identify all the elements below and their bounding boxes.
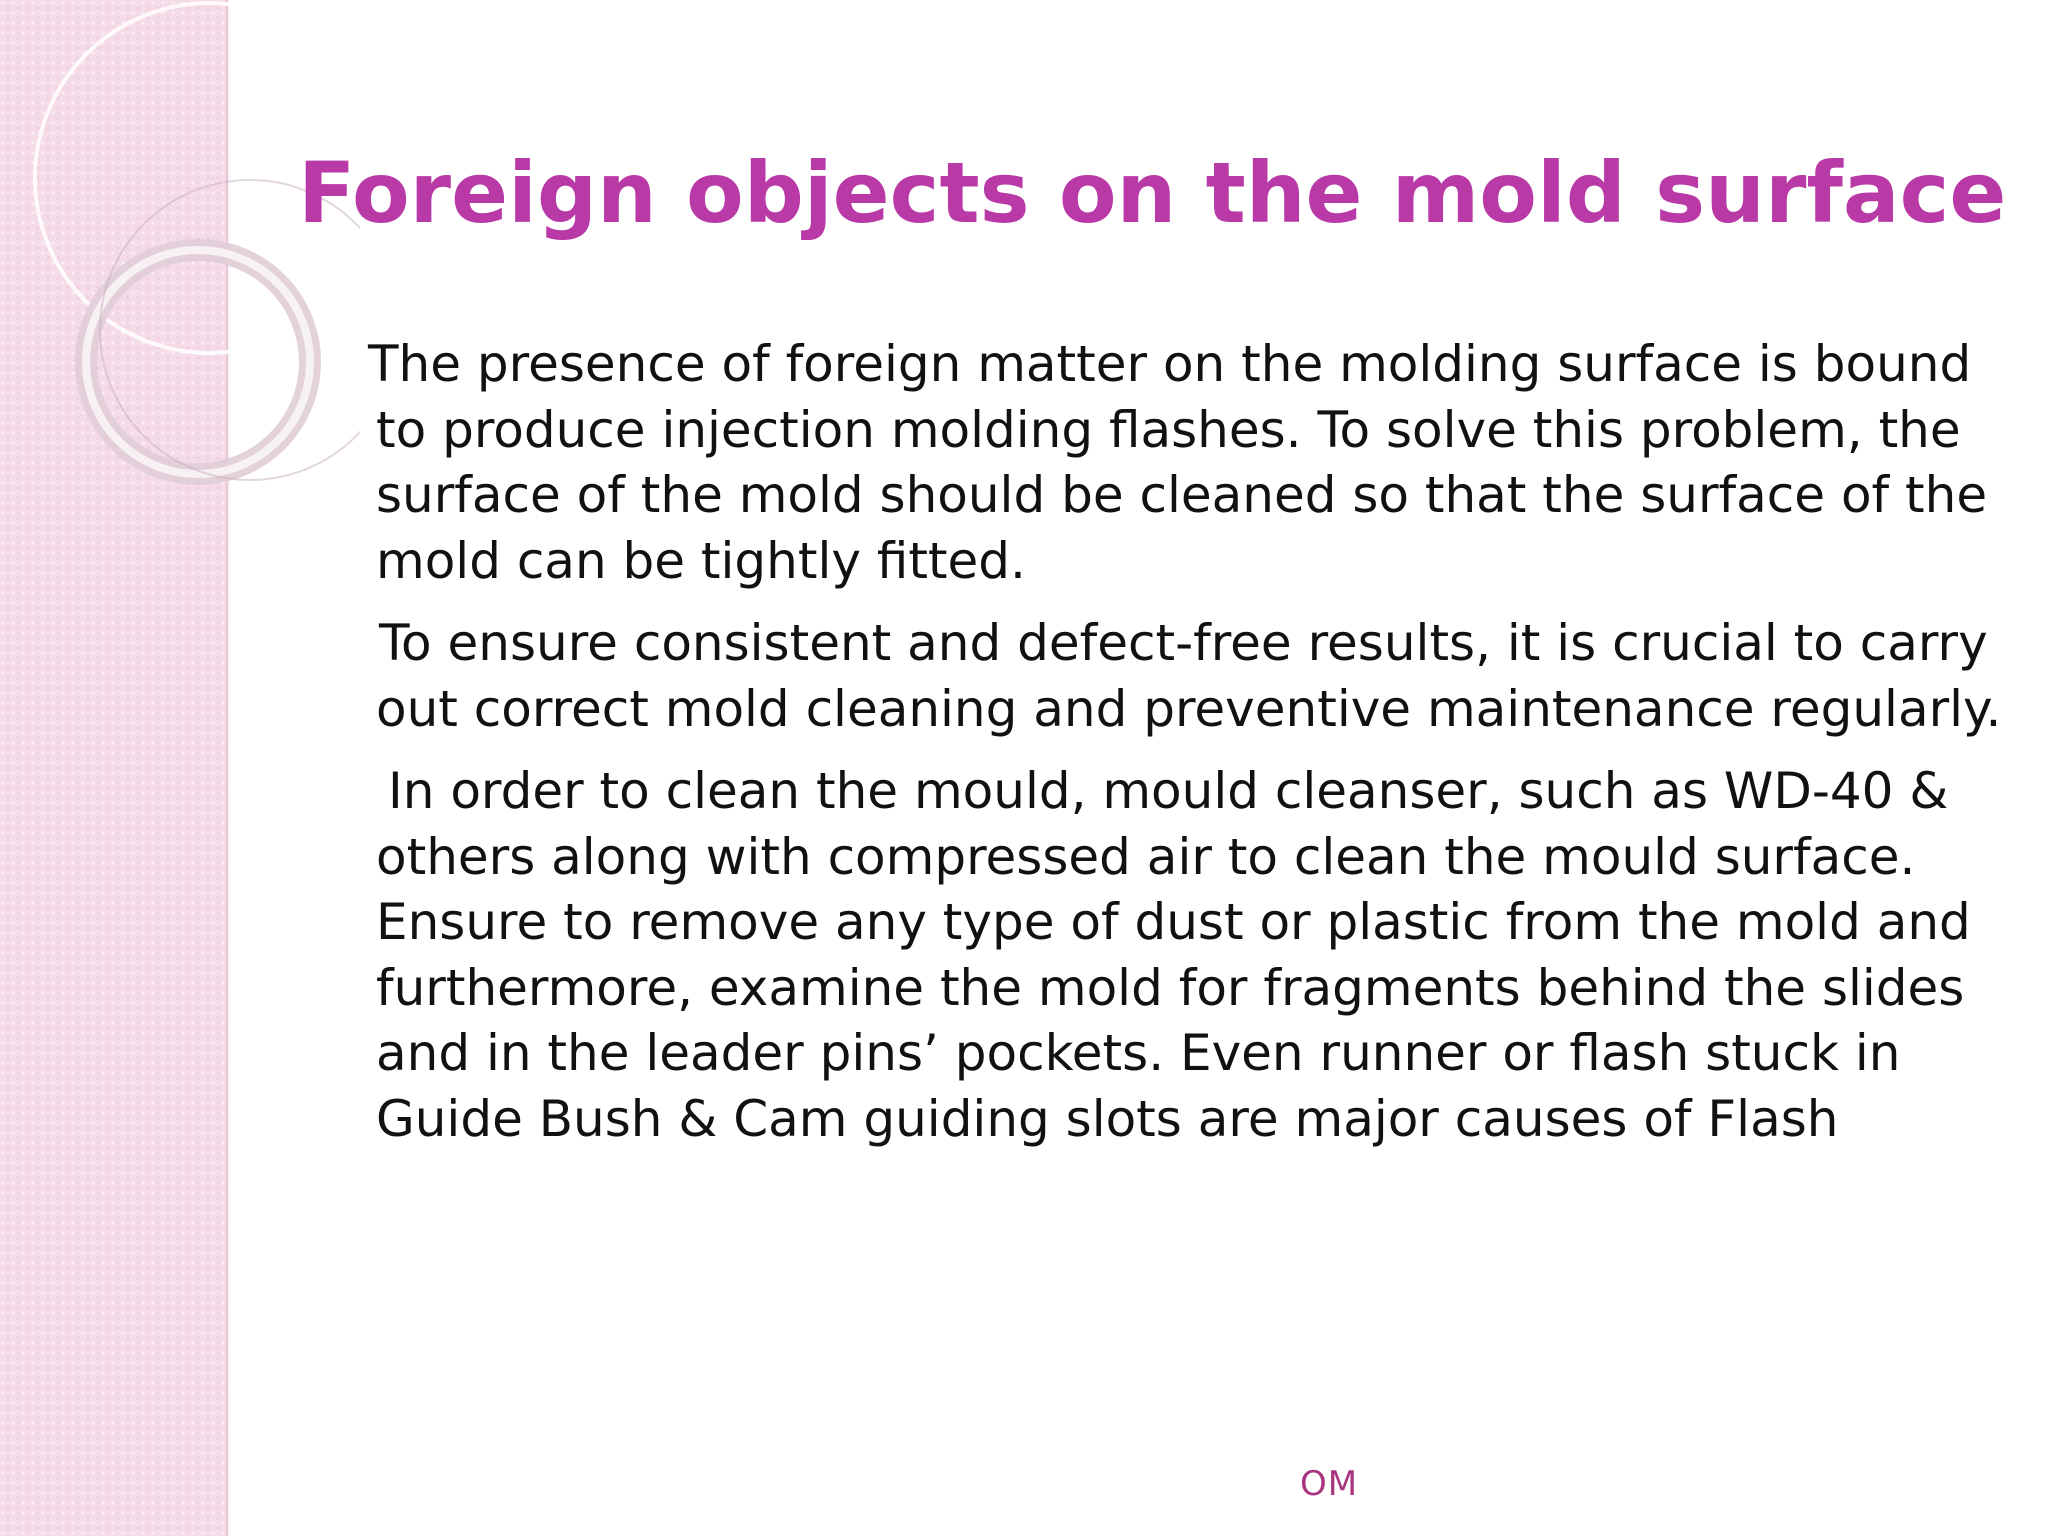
slide-title: Foreign objects on the mold surface xyxy=(298,144,2007,242)
paragraph-foreign-matter: The presence of foreign matter on the molding surface is bound to produce injection molding flashes. To solve this problem, the surface of the mold should be cleaned so that the surface of the mold can be tightly fitted. xyxy=(368,335,1988,590)
small-ring-highlight xyxy=(86,250,310,474)
slide-body xyxy=(368,332,2036,1169)
paragraph-consistent-results: To ensure consistent and defect-free results, it is crucial to carry out correct mold cleaning and preventive maintenance regularly. xyxy=(376,614,2002,738)
slide-footer: OM xyxy=(1300,1464,1359,1504)
decorative-rings xyxy=(0,0,360,560)
paragraph-cleaning-procedure: In order to clean the mould, mould cleanser, such as WD-40 & others along with compressed air to clean the mould surface. Ensure to remove any type of dust or plastic from the mold and furthermore, examine the mold for fragments behind the slides and in the leader pins’ pockets. Even runner or flash stuck in Guide Bush & Cam guiding slots are major causes of Flash xyxy=(376,762,1971,1148)
